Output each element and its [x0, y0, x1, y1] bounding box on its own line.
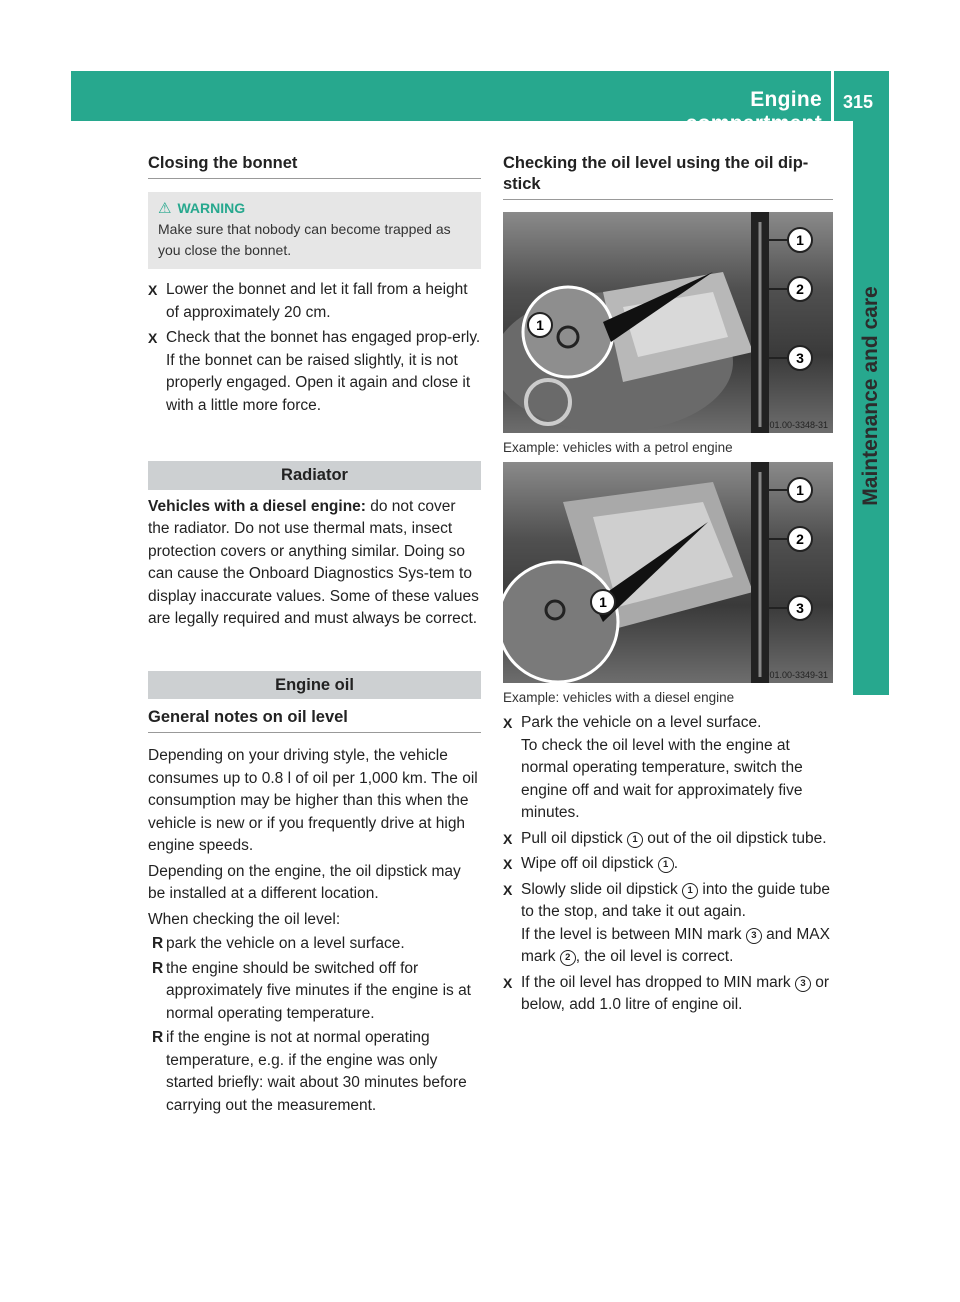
callout-label: 1 — [796, 232, 804, 248]
step-note: If the level is between MIN mark 3 and MAX mark 2 , the oil level is correct. — [521, 925, 830, 965]
radiator-text: do not cover the radiator. Do not use thermal mats, insect protection covers or anything similar. Doing so can cause the Onboard Diagnostics Sys-tem to display inaccurate values. Some of these values are legally required and must always be correct. — [148, 497, 479, 627]
step-item — [148, 279, 481, 324]
oil-paragraph-1: Depending on your driving style, the vehicle consumes up to 0.8 l of oil per 1,000 km. The oil consumption may be higher than this when the vehicle is new or if you frequently drive at high engine speeds. — [148, 747, 478, 854]
radiator-heading: Radiator — [148, 461, 481, 490]
step-text: Lower the bonnet and let it fall from a height of approximately 20 cm. — [166, 281, 468, 321]
warning-header — [158, 198, 471, 219]
step-note: To check the oil level with the engine at normal operating temperature, switch the engine off and wait for approximately five minutes. — [521, 736, 803, 821]
callout-label: 1 — [599, 594, 607, 610]
callout-ref: 1 — [658, 857, 674, 873]
image-code: P01.00-3348-31 — [763, 420, 828, 430]
header-divider — [831, 71, 834, 121]
callout-label: 3 — [796, 600, 804, 616]
bullet-marker: R — [152, 935, 164, 952]
step-text: Park the vehicle on a level surface. — [521, 714, 762, 731]
step-text: into the guide tube to the stop, and take it out again. — [521, 880, 830, 920]
step-text: If the oil level has dropped to MIN mark — [521, 973, 795, 991]
right-column — [503, 153, 833, 1017]
caption-diesel: Example: vehicles with a diesel engine — [503, 690, 735, 705]
warning-title: WARNING — [177, 200, 246, 216]
engine-photo-petrol — [503, 212, 833, 433]
callout-ref: 1 — [682, 883, 698, 899]
step-marker: X — [503, 974, 513, 991]
step-text: Pull oil dipstick — [521, 829, 627, 847]
step-marker: X — [503, 715, 513, 731]
step-item — [503, 972, 833, 1017]
step-item — [503, 828, 833, 851]
bullet-text: park the vehicle on a level surface. — [166, 935, 405, 952]
page-number: 315 — [843, 92, 874, 112]
radiator-paragraph — [148, 496, 481, 631]
bullet-item — [148, 1027, 481, 1117]
side-tab-marker — [853, 645, 889, 695]
callout-label: 1 — [536, 317, 544, 333]
oil-level-subheading: General notes on oil level — [148, 707, 481, 733]
step-text: Check that the bonnet has engaged prop-erly. — [166, 329, 481, 346]
callout-label: 3 — [796, 350, 804, 366]
page-title: Engine compartment — [685, 88, 822, 135]
step-item — [503, 712, 833, 825]
bullet-marker: R — [152, 959, 164, 977]
warning-triangle-icon: ⚠ — [158, 200, 172, 217]
step-note: If the bonnet can be raised slightly, it is not properly engaged. Open it again and close it with a little more force. — [166, 351, 471, 414]
oil-paragraph-3: When checking the oil level: — [148, 910, 341, 928]
callout-ref: 1 — [627, 832, 643, 848]
bullet-text: the engine should be switched off for approximately five minutes if the engine is at normal operating temperature. — [166, 959, 471, 1022]
bullet-text: if the engine is not at normal operating temperature, e.g. if the engine was only started briefly: wait about 30 minutes before carrying out the measurement. — [166, 1029, 467, 1114]
step-text: or below, add 1.0 litre of engine oil. — [521, 973, 830, 1013]
engine-photo-diesel — [503, 462, 833, 683]
step-text: Wipe off oil dipstick — [521, 855, 658, 872]
callout-ref: 3 — [746, 928, 762, 944]
step-item — [148, 327, 481, 417]
oil-paragraph-2: Depending on the engine, the oil dipstick may be installed at a different location. — [148, 862, 461, 902]
left-column — [148, 153, 481, 1117]
step-text: Slowly slide oil dipstick — [521, 880, 683, 898]
step-marker: X — [503, 830, 513, 847]
engine-oil-heading: Engine oil — [148, 671, 481, 700]
caption-petrol: Example: vehicles with a petrol engine — [503, 440, 733, 455]
side-tab-label: Maintenance and care — [859, 286, 882, 506]
dipstick-heading: Checking the oil level using the oil dip-stick — [503, 153, 833, 200]
warning-text: Make sure that nobody can become trapped as you close the bonnet. — [158, 221, 451, 258]
callout-ref: 2 — [560, 950, 576, 966]
step-marker: X — [148, 282, 158, 298]
bullet-item — [148, 933, 481, 956]
image-code: P01.00-3349-31 — [763, 670, 828, 680]
step-marker: X — [148, 330, 158, 346]
callout-label: 2 — [796, 281, 804, 297]
step-marker: X — [503, 881, 513, 898]
callout-label: 2 — [796, 531, 804, 547]
step-text: . — [673, 855, 678, 872]
step-item — [503, 879, 833, 969]
closing-heading: Closing the bonnet — [148, 153, 481, 179]
bullet-item — [148, 958, 481, 1026]
step-text: out of the oil dipstick tube. — [642, 829, 827, 847]
callout-ref: 3 — [795, 976, 811, 992]
bullet-marker: R — [152, 1029, 164, 1046]
warning-box — [148, 192, 481, 269]
callout-label: 1 — [796, 482, 804, 498]
step-item — [503, 853, 833, 876]
radiator-lead: Vehicles with a diesel engine: — [148, 497, 366, 515]
step-marker: X — [503, 856, 513, 872]
